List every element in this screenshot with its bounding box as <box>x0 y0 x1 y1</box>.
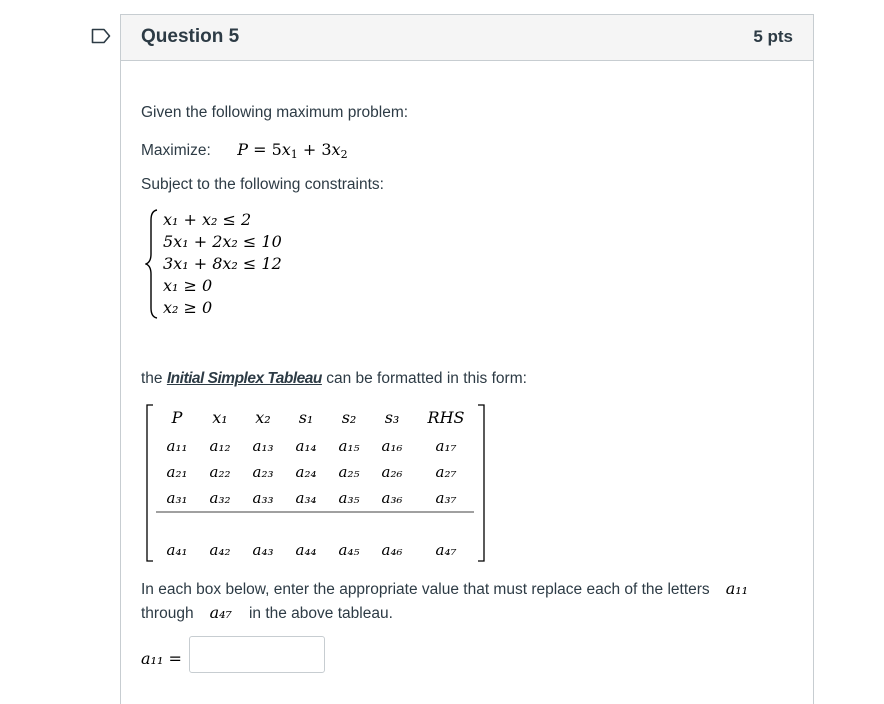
tableau-cell: a₂₁ <box>166 463 188 481</box>
tableau-cell: a₃₄ <box>295 489 317 507</box>
tableau-header-cell: x₂ <box>255 408 271 427</box>
tableau-header-cell: s₁ <box>298 408 314 427</box>
tableau-cell: a₁₆ <box>381 437 403 455</box>
question-header <box>121 15 813 61</box>
tableau-cell: a₂₃ <box>252 463 274 481</box>
tableau-cell: a₃₁ <box>166 489 188 507</box>
answer-label: a₁₁ = <box>141 649 182 668</box>
tableau-header-cell: s₃ <box>384 408 400 427</box>
constraint-1: x₁ + x₂ ≤ 2 <box>163 210 252 229</box>
constraint-2: 5x₁ + 2x₂ ≤ 10 <box>163 232 282 251</box>
tableau-cell: a₂₄ <box>295 463 317 481</box>
tableau-cell: a₄₁ <box>166 541 188 559</box>
initial-simplex-tableau-link[interactable]: Initial Simplex Tableau <box>166 370 322 387</box>
tableau-header-cell: x₁ <box>212 408 228 427</box>
tableau-cell: a₂₇ <box>435 463 457 481</box>
tableau-header-cell: RHS <box>427 408 465 427</box>
instructions-line-2: through a₄₇ in the above tableau. <box>141 603 393 622</box>
objective-label: Maximize: <box>141 142 211 159</box>
bookmark-flag-icon[interactable] <box>91 28 111 44</box>
question-points: 5 pts <box>753 27 793 46</box>
tableau-cell: a₄₂ <box>209 541 231 559</box>
tableau-cell: a₁₅ <box>338 437 360 455</box>
tableau-cell: a₁₂ <box>209 437 231 455</box>
matrix-brackets <box>144 404 488 562</box>
tableau-cell: a₂₆ <box>381 463 403 481</box>
symbol-a11: a₁₁ <box>725 579 749 598</box>
constraint-5: x₂ ≥ 0 <box>163 298 213 317</box>
problem-intro: Given the following maximum problem: <box>141 104 409 121</box>
tableau-sentence: the Initial Simplex Tableau can be formatted in this form: <box>141 370 527 387</box>
tableau-cell: a₃₂ <box>209 489 231 507</box>
tableau-cell: a₄₄ <box>295 541 317 559</box>
objective-line <box>141 140 348 161</box>
tableau-cell: a₃₇ <box>435 489 457 507</box>
answer-input-a11[interactable] <box>189 636 325 673</box>
instructions-line-1: In each box below, enter the appropriate value that must replace each of the letters a₁₁ <box>141 579 749 598</box>
tableau-header-cell: P <box>171 408 183 427</box>
tableau-cell: a₃₅ <box>338 489 360 507</box>
tableau-cell: a₄₅ <box>338 541 360 559</box>
question-title: Question 5 <box>141 26 240 47</box>
tableau-cell: a₄₃ <box>252 541 274 559</box>
constraint-3: 3x₁ + 8x₂ ≤ 12 <box>163 254 282 273</box>
tableau-cell: a₄₆ <box>381 541 403 559</box>
tableau-cell: a₂₂ <box>209 463 231 481</box>
tableau-cell: a₂₅ <box>338 463 360 481</box>
tableau-header-cell: s₂ <box>341 408 357 427</box>
tableau-cell: a₁₇ <box>435 437 457 455</box>
tableau-cell: a₃₆ <box>381 489 403 507</box>
objective-function: $P = 5x_1 + 3x_2$ <box>237 140 348 161</box>
constraint-4: x₁ ≥ 0 <box>163 276 213 295</box>
tableau-cell: a₁₄ <box>295 437 317 455</box>
tableau-cell: a₁₃ <box>252 437 274 455</box>
left-brace <box>145 208 159 320</box>
symbol-a47: a₄₇ <box>209 603 232 622</box>
tableau-cell: a₃₃ <box>252 489 274 507</box>
tableau-cell: a₄₇ <box>435 541 457 559</box>
constraints-intro: Subject to the following constraints: <box>141 176 384 193</box>
tableau-cell: a₁₁ <box>166 437 188 455</box>
